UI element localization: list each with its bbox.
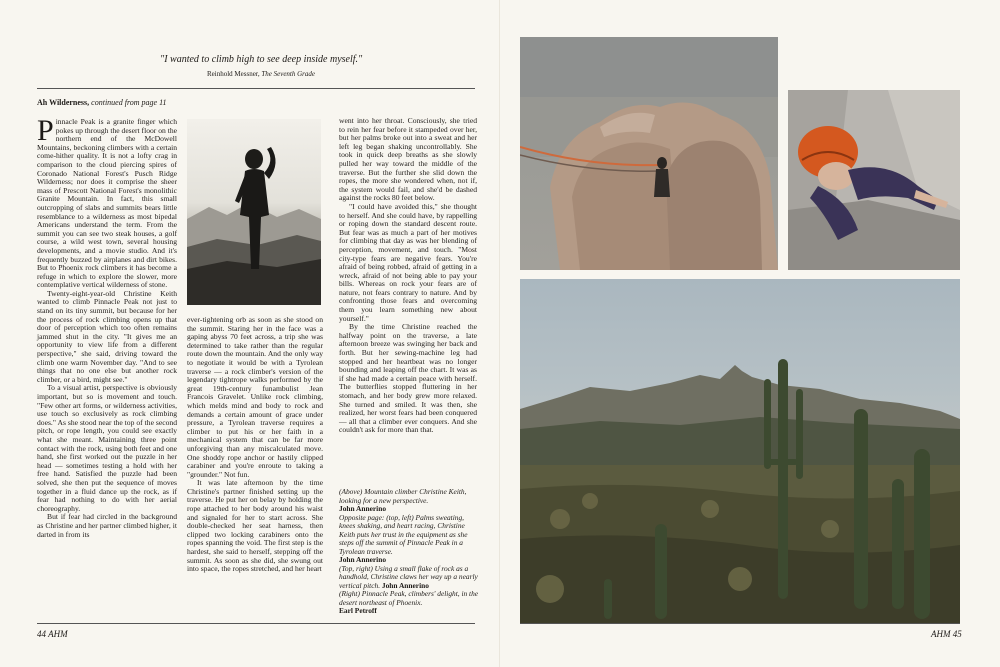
- paragraph: Pinnacle Peak is a granite finger which pokes up through the desert floor on the northern end of the McDowell Mountains, beckoning climbers with a certain come-hither quality. It is not a lofty crag in comparison to the cloud piercing spires of Coronado National Forest's Pusch Ridge Wilderness; nor does it comprise the sheer mass of Prescott National Forest's monolithic Granite Mountain. In fact, this small outcropping of slabs and summits bears little resemblance to a wilderness as most bipedal Americans understand the term. From the summit you can see two steak houses, a golf course, a wild west town, several housing developments, and a movie studio. And it's frequently buzzed by airplanes and dirt bikes. But to Phoenix rock climbers it has become a refuge in which to explore the slower, more contemplative vertical wilderness of stone.: [37, 114, 177, 290]
- caption-opposite: Opposite page: (top, left) Palms sweating, knees shaking, and heart racing, Christine Keith puts her trust in the equipment as she steps off the summit of Pinnacle Peak in a Tyrolean traverse.: [339, 512, 468, 556]
- bottom-rule: [520, 623, 960, 624]
- kicker-continued: continued from page 11: [89, 98, 167, 107]
- paragraph: Twenty-eight-year-old Christine Keith wanted to climb Pinnacle Peak not just to stand on its tiny summit, but because for her the process of rock climbing opens up that door of perception which too often remains jammed shut in the city. "It gives me an opportunity to view life from a different perspective," she said, driving toward the climb one warm November day. "And to see things that no one else but another rock climber, or a bird, might see.": [37, 288, 177, 384]
- page-folio-left: 44 AHM: [37, 629, 68, 639]
- photo-climber-closeup: [788, 90, 960, 270]
- paragraph: By the time Christine reached the halfway point on the traverse, a late afternoon breeze was swinging her back and forth. But her sewing-machine leg had stopped and her heartbeat was no longer bounding and leaping off the chart. It was as if she had made a certain peace with herself. The butterflies stopped fluttering in her stomach, and her body grew more relaxed. She turned and smiled. It was then, she realized, her worst fears had been conquered — all that a climber ever conquers. And she couldn't ask for more than that.: [339, 322, 477, 435]
- paragraph: went into her throat. Consciously, she tried to rein her fear before it stampeded over her, but her palms broke out into a sweat and her left leg began shaking uncontrollably. She took in quick deep breaths as she slowly pulled her way toward the middle of the traverse. But the further she slid down the ropes, the more she wondered when, not if, the system would fail, and she'd be dashed against the rocks 80 feet below.: [339, 116, 477, 203]
- bottom-rule: [37, 623, 475, 624]
- continuation-kicker: [37, 98, 167, 107]
- credit: John Annerino: [339, 504, 387, 513]
- photo-pinnacle-peak-landscape: [520, 279, 960, 623]
- paragraph: To a visual artist, perspective is obviously important, but so is movement and touch. "Few other art forms, or wilderness activities, use touch so exclusively as rock climbing does." As she stood near the top of the second pitch, or rope length, you could see exactly what she meant. Maintaining three point contact with the rock, using both feet and one hand, she first worked out the puzzle in her head — sometimes testing a hold with her free hand. Satisfied the puzzle had been solved, she then put the sequence of moves together in a fluid dance up the rock, as if fear had nothing to do with her aerial choreography.: [37, 383, 177, 513]
- epigraph-quote: "I wanted to climb high to see deep inside myself.": [160, 54, 363, 65]
- article-column-3: [339, 117, 477, 435]
- page-folio-right: AHM 45: [931, 629, 962, 639]
- article-column-2: [187, 316, 323, 574]
- article-column-1: [37, 114, 177, 539]
- epigraph-author: Reinhold Messner,: [207, 70, 262, 78]
- photo-captions: [339, 488, 479, 616]
- credit: Earl Petroff: [339, 606, 377, 615]
- paragraph: It was late afternoon by the time Christine's partner finished setting up the traverse. He put her on belay by holding the rope attached to her body around his waist and signaled for her to start across. She double-checked her seat harness, then clipped two locking carabiners onto the ropes spanning the void. The first step is the hardest, she said to herself, stepping off the summit. As soon as she did, she swung out into space, the ropes stretched, and her heart: [187, 478, 323, 574]
- photo-climber-portrait: [187, 119, 321, 305]
- credit: John Annerino: [339, 555, 387, 564]
- epigraph-work: The Seventh Grade: [261, 70, 316, 78]
- caption-top-right: (Top, right) Using a small flake of rock as a handhold, Christine claws her way up a nearly vertical pitch.: [339, 563, 478, 590]
- caption-right: (Right) Pinnacle Peak, climbers' delight, in the desert northeast of Phoenix.: [339, 589, 479, 607]
- credit: John Annerino: [381, 580, 429, 590]
- paragraph: "I could have avoided this," she thought to herself. And she could have, by rappelling or roping down the standard descent route. But fear was as much a part of her motives for climbing that day as was her blending of perception, movement, and touch. "Most city-type fears are negative fears. You're afraid of being robbed, afraid of getting in a wreck, afraid of not being able to pay your bills. Whereas on rock your fears are of nature, not fears contrary to nature. And by confronting those fears and overcoming them you learn something new about yourself.": [339, 201, 477, 323]
- epigraph-attribution: [207, 70, 315, 78]
- paragraph: ever-tightening orb as soon as she stood on the summit. Staring her in the face was a gaping abyss 70 feet across, a trip she was determined to take rather than the regular route down the mountain. And the only way to negotiate it would be with a Tyrolean traverse — a rock climber's version of the legendary tightrope walks performed by the great 19th-century funambulist Jean Francois Gravelet. Unlike rock climbing, which melds mind and body to rock and demands a certain amount of grace under pressure, a Tyrolean traverse requires a climber to put his or her faith in a mechanical system that can be far more unforgiving than any miscalculated move. One shoddy rope anchor or hastily clipped carabiner and you're enroute to taking a "grounder." Not fun.: [187, 315, 323, 479]
- paragraph: But if fear had circled in the background as Christine and her partner climbed higher, it darted in from its: [37, 512, 177, 539]
- top-rule: [37, 88, 475, 89]
- caption-above: (Above) Mountain climber Christine Keith, looking for a new perspective.: [339, 487, 467, 505]
- photo-tyrolean-traverse: [520, 37, 778, 270]
- kicker-title: Ah Wilderness,: [37, 98, 90, 107]
- drop-cap: P: [37, 114, 54, 147]
